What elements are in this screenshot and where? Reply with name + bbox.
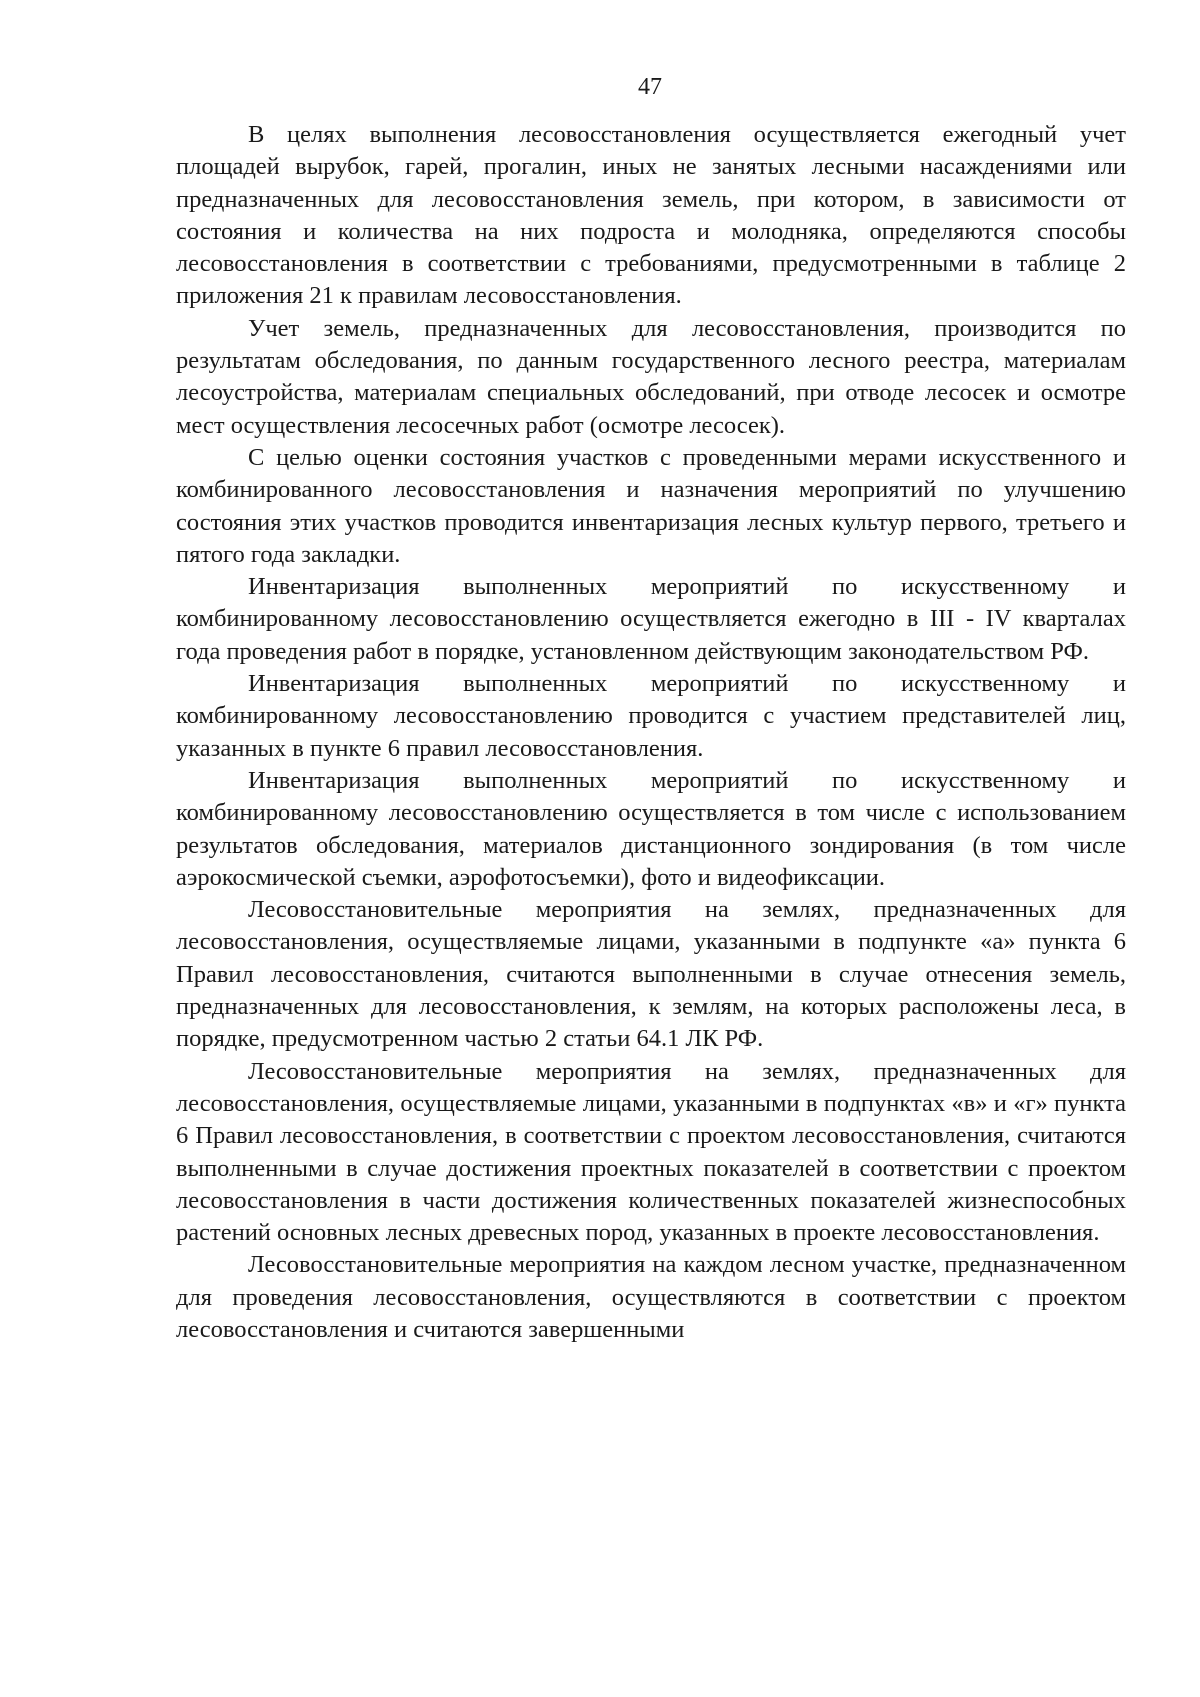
- paragraph-1: В целях выполнения лесовосстановления осуществляется ежегодный учет площадей вырубок, гарей, прогалин, иных не занятых лесными насаждениями или предназначенных для лесовосстановления земель, при котором, в зависимости от состояния и количества на них подроста и молодняка, определяются способы лесовосстановления в соответствии с требованиями, предусмотренными в таблице 2 приложения 21 к правилам лесовосстановления.: [176, 121, 1126, 310]
- paragraph-5: Инвентаризация выполненных мероприятий по искусственному и комбинированному лесовосстановлению проводится с участием представителей лиц, указанных в пункте 6 правил лесовосстановления.: [176, 670, 1126, 762]
- paragraph-3: С целью оценки состояния участков с проведенными мерами искусственного и комбинированного лесовосстановления и назначения мероприятий по улучшению состояния этих участков проводится инвентаризация лесных культур первого, третьего и пятого года закладки.: [176, 443, 1126, 568]
- page-number: 47: [638, 74, 662, 100]
- paragraph-9: Лесовосстановительные мероприятия на каждом лесном участке, предназначенном для проведения лесовосстановления, осуществляются в соответствии с проектом лесовосстановления и считаются завершенными: [176, 1251, 1126, 1343]
- document-body: [176, 119, 1126, 1346]
- paragraph-2: Учет земель, предназначенных для лесовосстановления, производится по результатам обследования, по данным государственного лесного реестра, материалам лесоустройства, материалам специальных обследований, при отводе лесосек и осмотре мест осуществления лесосечных работ (осмотре лесосек).: [176, 314, 1126, 439]
- paragraph-7: Лесовосстановительные мероприятия на землях, предназначенных для лесовосстановления, осуществляемые лицами, указанными в подпункте «а» пункта 6 Правил лесовосстановления, считаются выполненными в случае отнесения земель, предназначенных для лесовосстановления, к землям, на которых расположены леса, в порядке, предусмотренном частью 2 статьи 64.1 ЛК РФ.: [176, 896, 1126, 1053]
- paragraph-6: Инвентаризация выполненных мероприятий по искусственному и комбинированному лесовосстановлению осуществляется в том числе с использованием результатов обследования, материалов дистанционного зондирования (в том числе аэрокосмической съемки, аэрофотосъемки), фото и видеофиксации.: [176, 766, 1126, 891]
- paragraph-4: Инвентаризация выполненных мероприятий по искусственному и комбинированному лесовосстановлению осуществляется ежегодно в III - IV кварталах года проведения работ в порядке, установленном действующим законодательством РФ.: [176, 573, 1126, 665]
- paragraph-8: Лесовосстановительные мероприятия на землях, предназначенных для лесовосстановления, осуществляемые лицами, указанными в подпунктах «в» и «г» пункта 6 Правил лесовосстановления, в соответствии с проектом лесовосстановления, считаются выполненными в случае достижения проектных показателей в соответствии с проектом лесовосстановления в части достижения количественных показателей жизнеспособных растений основных лесных древесных пород, указанных в проекте лесовосстановления.: [176, 1057, 1126, 1247]
